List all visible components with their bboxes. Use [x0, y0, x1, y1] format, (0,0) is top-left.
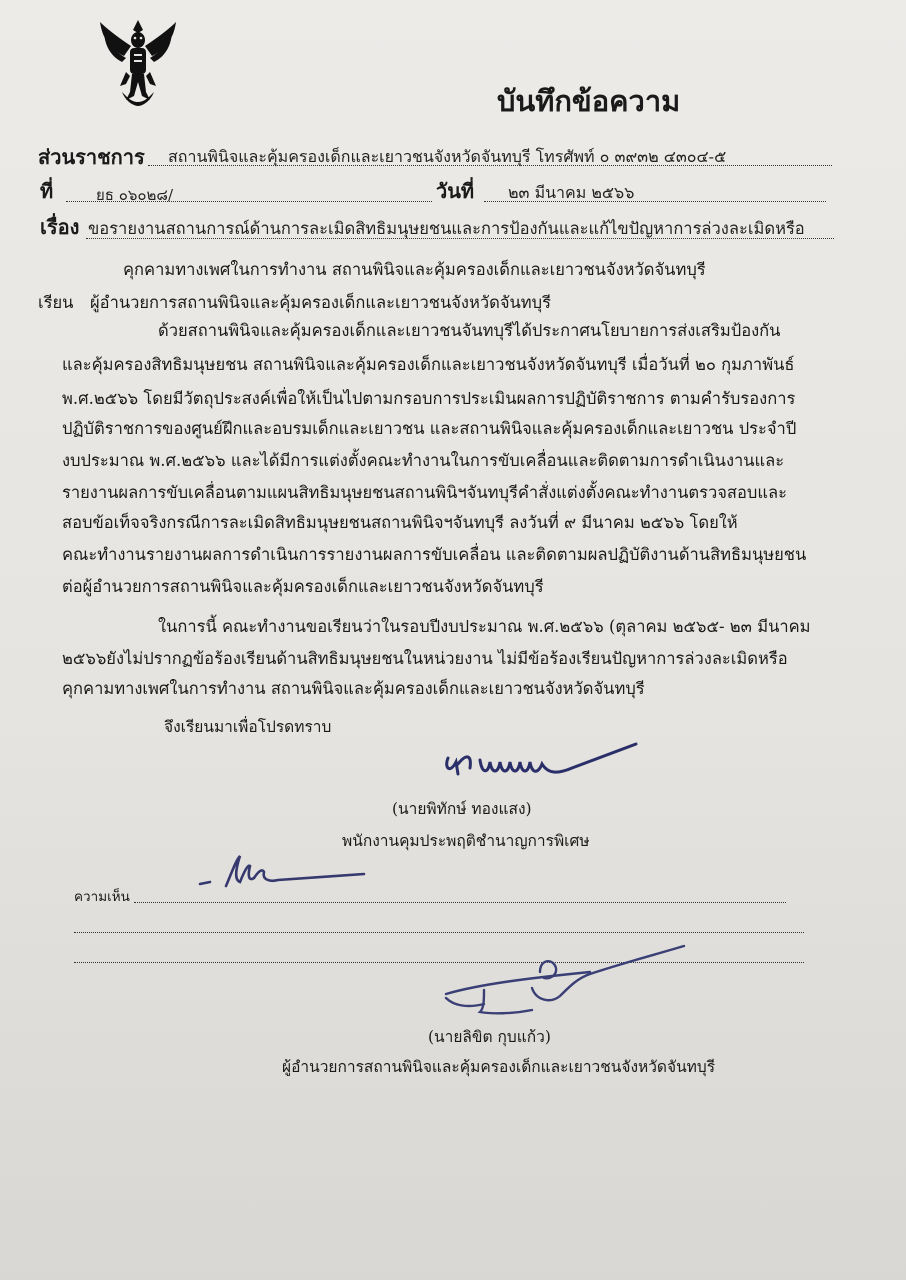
p1-line-9: ต่อผู้อำนวยการสถานพินิจและคุ้มครองเด็กและเยาวชนจังหวัดจันทบุรี [62, 577, 544, 596]
signer-2-name: (นายลิขิต กุบแก้ว) [428, 1028, 551, 1046]
ref-value: ยธ ๐๖๐๒๘/ [96, 186, 174, 204]
p1-line-1: ด้วยสถานพินิจและคุ้มครองเด็กและเยาวชนจันทบุรีได้ประกาศนโยบายการส่งเสริมป้องกัน [158, 321, 781, 340]
opinion-signature-icon [196, 852, 368, 892]
opinion-line-1 [134, 902, 786, 903]
p1-line-8: คณะทำงานรายงานผลการดำเนินการรายงานผลการขับเคลื่อน และติดตามผลปฏิบัติงานด้านสิทธิมนุษยชน [62, 545, 807, 564]
p1-line-7: สอบข้อเท็จจริงกรณีการละเมิดสิทธิมนุษยชนสถานพินิจฯจันทบุรี ลงวันที่ ๙ มีนาคม ๒๕๖๖ โดยให้ [62, 513, 738, 532]
opinion-line-3 [74, 962, 804, 963]
p1-line-2: และคุ้มครองสิทธิมนุษยชน สถานพินิจและคุ้มครองเด็กและเยาวชนจังหวัดจันทบุรี เมื่อวันที่ ๒๐ กุมภาพันธ์ [62, 355, 795, 374]
closing-text: จึงเรียนมาเพื่อโปรดทราบ [164, 718, 332, 736]
p2-line-2: ๒๕๖๖ยังไม่ปรากฏข้อร้องเรียนด้านสิทธิมนุษยชนในหน่วยงาน ไม่มีข้อร้องเรียนปัญหาการล่วงละเมิดหรือ [62, 649, 788, 668]
p2-line-3: คุกคามทางเพศในการทำงาน สถานพินิจและคุ้มครองเด็กและเยาวชนจังหวัดจันทบุรี [62, 679, 645, 698]
signer-2-position: ผู้อำนวยการสถานพินิจและคุ้มครองเด็กและเยาวชนจังหวัดจันทบุรี [282, 1058, 716, 1076]
subject-line-2: คุกคามทางเพศในการทำงาน สถานพินิจและคุ้มครองเด็กและเยาวชนจังหวัดจันทบุรี [123, 260, 706, 279]
agency-value: สถานพินิจและคุ้มครองเด็กและเยาวชนจังหวัดจันทบุรี โทรศัพท์ ๐ ๓๙๓๒ ๔๓๐๔-๕ [168, 147, 727, 166]
garuda-emblem-icon [96, 16, 180, 108]
to-value: ผู้อำนวยการสถานพินิจและคุ้มครองเด็กและเยาวชนจังหวัดจันทบุรี [90, 293, 552, 312]
date-label: วันที่ [436, 179, 475, 203]
to-label: เรียน [38, 293, 74, 312]
subject-line-1: ขอรายงานสถานการณ์ด้านการละเมิดสิทธิมนุษยชนและการป้องกันและแก้ไขปัญหาการล่วงละเมิดหรือ [88, 219, 805, 238]
page-title: บันทึกข้อความ [497, 84, 681, 118]
subject-label: เรื่อง [40, 215, 80, 239]
p1-line-6: รายงานผลการขับเคลื่อนตามแผนสิทธิมนุษยชนสถานพินิฯจันทบุรีคำสั่งแต่งตั้งคณะทำงานตรวจสอบและ [62, 483, 787, 502]
signer-1-name: (นายพิทักษ์ ทองแสง) [392, 800, 532, 818]
p1-line-4: ปฏิบัติราชการของศูนย์ฝึกและอบรมเด็กและเยาวชน และสถานพินิจและคุ้มครองเด็กและเยาวชน ประจำปี [62, 419, 797, 438]
opinion-label: ความเห็น [74, 889, 130, 905]
agency-label: ส่วนราชการ [38, 145, 145, 169]
signer-1-position: พนักงานคุมประพฤติชำนาญการพิเศษ [342, 832, 590, 850]
signature-1-icon [440, 740, 640, 784]
signature-2-icon [440, 938, 690, 1020]
p1-line-5: งบประมาณ พ.ศ.๒๕๖๖ และได้มีการแต่งตั้งคณะทำงานในการขับเคลื่อนและติดตามการดำเนินงานและ [62, 451, 785, 470]
opinion-line-2 [74, 932, 804, 933]
date-value: ๒๓ มีนาคม ๒๕๖๖ [508, 183, 635, 202]
p1-line-3: พ.ศ.๒๕๖๖ โดยมีวัตถุประสงค์เพื่อให้เป็นไปตามกรอบการประเมินผลการปฏิบัติราชการ ตามคำรับรองการ [62, 389, 796, 408]
ref-label: ที่ [40, 179, 54, 203]
p2-line-1: ในการนี้ คณะทำงานขอเรียนว่าในรอบปีงบประมาณ พ.ศ.๒๕๖๖ (ตุลาคม ๒๕๖๕- ๒๓ มีนาคม [158, 617, 811, 636]
